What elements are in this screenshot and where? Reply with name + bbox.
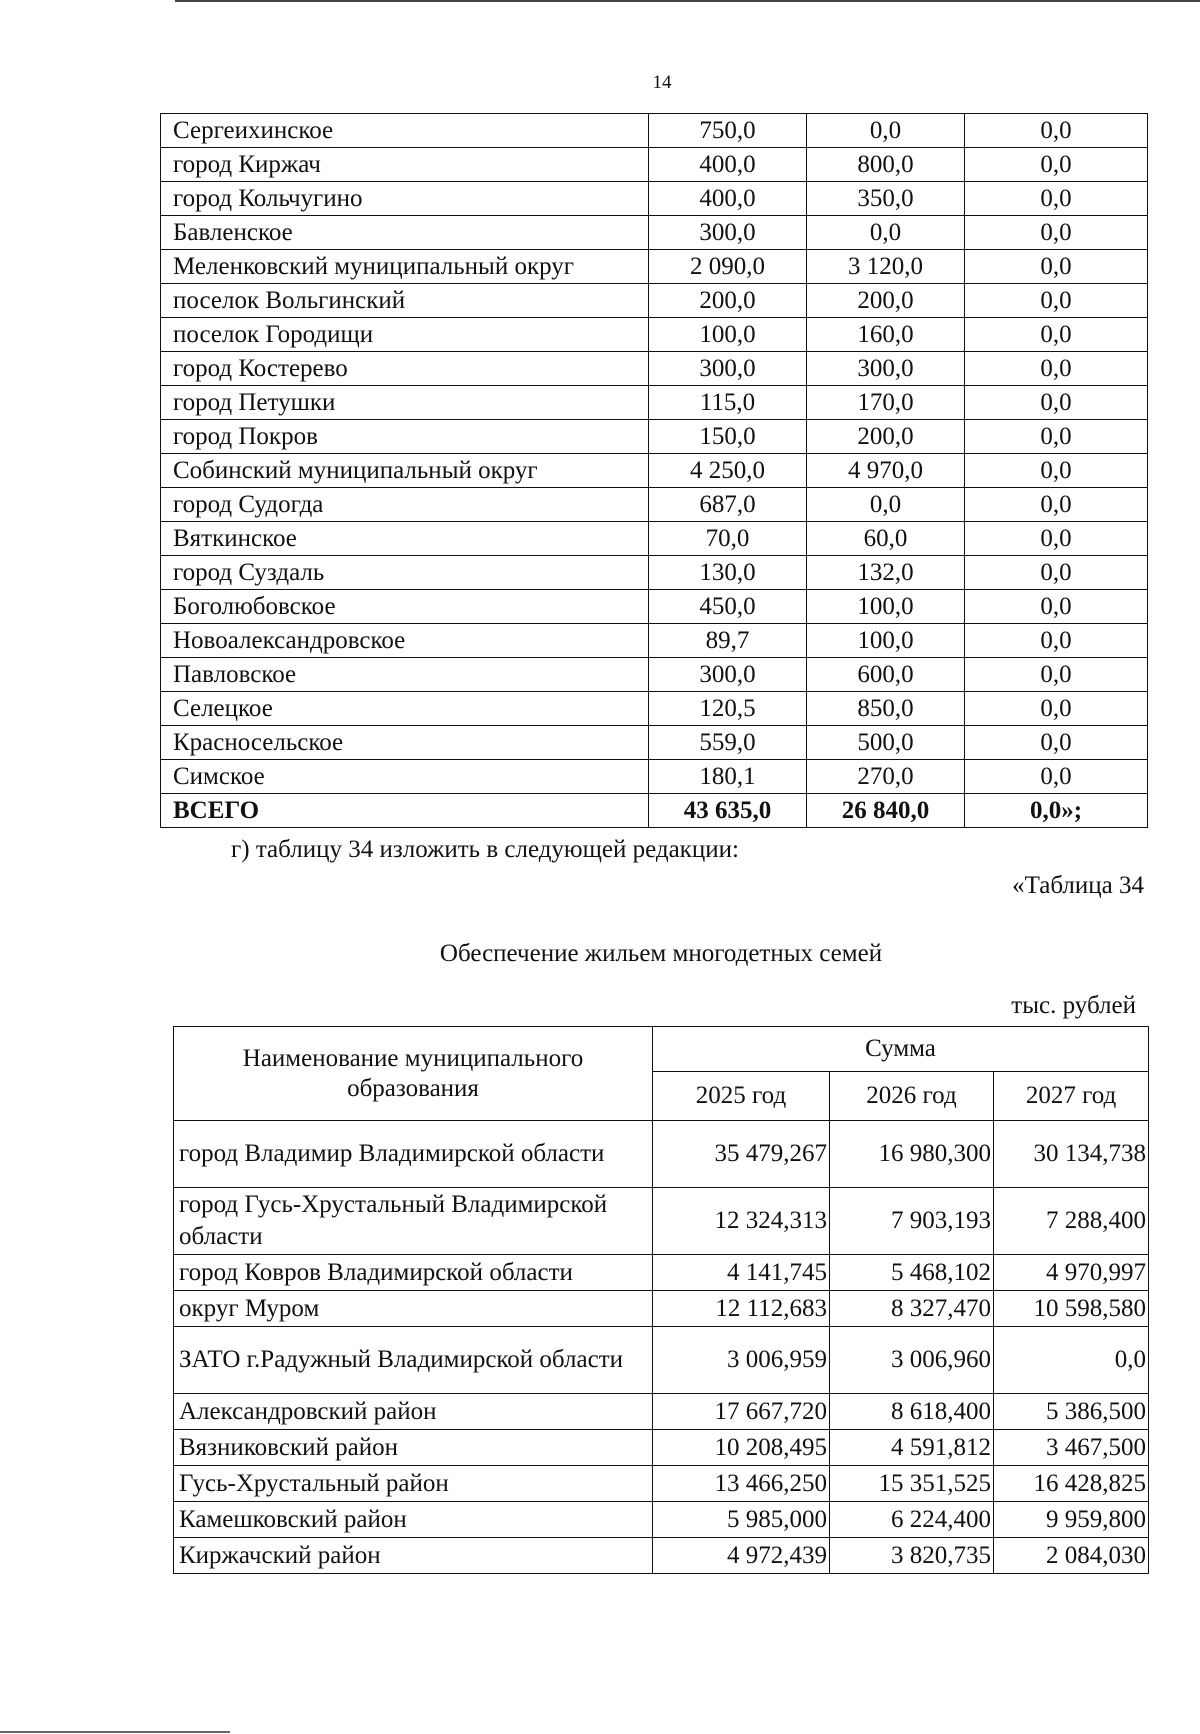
table-row	[174, 1466, 1149, 1502]
value-cell-1: 120,5	[649, 692, 807, 726]
value-cell-2: 200,0	[807, 420, 965, 454]
municipality-cell: ЗАТО г.Радужный Владимирской области	[174, 1327, 653, 1394]
table-row	[174, 1430, 1149, 1466]
table-row	[174, 1538, 1149, 1574]
value-cell-3: 0,0	[965, 760, 1148, 794]
scan-edge-bottom	[0, 1731, 230, 1733]
value-cell-1: 180,1	[649, 760, 807, 794]
table-row	[161, 760, 1148, 794]
value-cell-3: 0,0	[965, 556, 1148, 590]
municipality-cell: округ Муром	[174, 1291, 653, 1327]
value-cell-2: 300,0	[807, 352, 965, 386]
value-cell-1: 2 090,0	[649, 250, 807, 284]
value-cell-3: 0,0	[965, 420, 1148, 454]
value-cell-2: 0,0	[807, 216, 965, 250]
value-2026: 3 820,735	[830, 1538, 994, 1574]
municipality-cell: Камешковский район	[174, 1502, 653, 1538]
value-cell-1: 115,0	[649, 386, 807, 420]
value-2027: 2 084,030	[994, 1538, 1149, 1574]
table-row	[174, 1502, 1149, 1538]
value-2026: 4 591,812	[830, 1430, 994, 1466]
table-row	[174, 1188, 1149, 1255]
table-row	[161, 420, 1148, 454]
municipality-cell: Вяткинское	[161, 522, 649, 556]
table-row	[161, 522, 1148, 556]
value-cell-3: 0,0	[965, 284, 1148, 318]
municipality-cell: Александровский район	[174, 1394, 653, 1430]
value-cell-2: 850,0	[807, 692, 965, 726]
value-2027: 7 288,400	[994, 1188, 1149, 1255]
table-row	[174, 1291, 1149, 1327]
value-cell-2: 170,0	[807, 386, 965, 420]
value-cell-3: 0,0	[965, 318, 1148, 352]
value-cell-1: 687,0	[649, 488, 807, 522]
value-cell-1: 750,0	[649, 114, 807, 148]
municipality-cell: город Костерево	[161, 352, 649, 386]
housing-large-families-table	[173, 1026, 1149, 1574]
value-2027: 5 386,500	[994, 1394, 1149, 1430]
value-cell-3: 0,0	[965, 692, 1148, 726]
municipality-cell: Гусь-Хрустальный район	[174, 1466, 653, 1502]
value-cell-3: 0,0	[965, 624, 1148, 658]
value-cell-1: 4 250,0	[649, 454, 807, 488]
value-cell-2: 0,0	[807, 114, 965, 148]
value-cell-3: 0,0	[965, 522, 1148, 556]
table-row	[161, 318, 1148, 352]
value-cell-2: 160,0	[807, 318, 965, 352]
municipality-cell: Меленковский муниципальный округ	[161, 250, 649, 284]
value-2027: 4 970,997	[994, 1255, 1149, 1291]
municipality-cell: Боголюбовское	[161, 590, 649, 624]
scan-edge-top	[175, 0, 1200, 2]
value-cell-2: 0,0	[807, 488, 965, 522]
table-row	[161, 488, 1148, 522]
municipality-cell: город Кольчугино	[161, 182, 649, 216]
value-cell-3: 0,0	[965, 590, 1148, 624]
table-row	[161, 250, 1148, 284]
value-cell-3: 0,0	[965, 182, 1148, 216]
value-cell-1: 89,7	[649, 624, 807, 658]
municipality-cell: Собинский муниципальный округ	[161, 454, 649, 488]
value-cell-1: 400,0	[649, 182, 807, 216]
value-cell-2: 3 120,0	[807, 250, 965, 284]
value-2025: 13 466,250	[653, 1466, 830, 1502]
amendment-paragraph: г) таблицу 34 изложить в следующей редакции:	[231, 836, 739, 863]
table-row	[161, 284, 1148, 318]
total-value-3: 0,0»;	[965, 794, 1148, 828]
value-2027: 10 598,580	[994, 1291, 1149, 1327]
value-2026: 8 327,470	[830, 1291, 994, 1327]
value-2027: 16 428,825	[994, 1466, 1149, 1502]
value-cell-2: 800,0	[807, 148, 965, 182]
table-row	[174, 1255, 1149, 1291]
value-2026: 3 006,960	[830, 1327, 994, 1394]
table-row	[161, 386, 1148, 420]
value-cell-1: 300,0	[649, 216, 807, 250]
value-cell-2: 60,0	[807, 522, 965, 556]
municipality-cell: поселок Вольгинский	[161, 284, 649, 318]
value-cell-3: 0,0	[965, 114, 1148, 148]
municipality-cell: город Суздаль	[161, 556, 649, 590]
value-2026: 7 903,193	[830, 1188, 994, 1255]
value-cell-1: 200,0	[649, 284, 807, 318]
value-2027: 0,0	[994, 1327, 1149, 1394]
value-2025: 35 479,267	[653, 1121, 830, 1188]
municipality-cell: Киржачский район	[174, 1538, 653, 1574]
table-row	[161, 148, 1148, 182]
municipality-cell: город Владимир Владимирской области	[174, 1121, 653, 1188]
table-row	[161, 658, 1148, 692]
value-cell-3: 0,0	[965, 352, 1148, 386]
value-cell-3: 0,0	[965, 250, 1148, 284]
table-row	[161, 726, 1148, 760]
municipality-cell: Бавленское	[161, 216, 649, 250]
value-cell-2: 132,0	[807, 556, 965, 590]
value-cell-1: 450,0	[649, 590, 807, 624]
municipality-cell: город Петушки	[161, 386, 649, 420]
total-label: ВСЕГО	[161, 794, 649, 828]
value-2025: 3 006,959	[653, 1327, 830, 1394]
table-row	[161, 216, 1148, 250]
municipality-cell: город Киржач	[161, 148, 649, 182]
value-cell-2: 100,0	[807, 590, 965, 624]
value-cell-2: 500,0	[807, 726, 965, 760]
value-cell-1: 130,0	[649, 556, 807, 590]
municipality-cell: город Гусь-Хрустальный Владимирской области	[174, 1188, 653, 1255]
table-row	[174, 1327, 1149, 1394]
value-2025: 12 112,683	[653, 1291, 830, 1327]
table-title: Обеспечение жильем многодетных семей	[439, 940, 883, 967]
table-row	[161, 114, 1148, 148]
table-row	[161, 352, 1148, 386]
value-cell-2: 4 970,0	[807, 454, 965, 488]
table-row	[174, 1121, 1149, 1188]
table-reference: «Таблица 34	[1012, 872, 1144, 899]
municipality-cell: Красносельское	[161, 726, 649, 760]
value-cell-2: 350,0	[807, 182, 965, 216]
value-2025: 10 208,495	[653, 1430, 830, 1466]
value-2025: 12 324,313	[653, 1188, 830, 1255]
unit-label: тыс. рублей	[1011, 992, 1136, 1019]
funding-table-continued	[160, 113, 1148, 828]
value-cell-2: 600,0	[807, 658, 965, 692]
page-number: 14	[652, 72, 672, 93]
value-cell-1: 300,0	[649, 658, 807, 692]
header-year-2026: 2026 год	[830, 1072, 994, 1121]
value-cell-3: 0,0	[965, 658, 1148, 692]
value-cell-2: 100,0	[807, 624, 965, 658]
value-cell-1: 559,0	[649, 726, 807, 760]
value-2026: 5 468,102	[830, 1255, 994, 1291]
value-cell-1: 70,0	[649, 522, 807, 556]
municipality-cell: город Ковров Владимирской области	[174, 1255, 653, 1291]
value-2025: 5 985,000	[653, 1502, 830, 1538]
value-cell-1: 400,0	[649, 148, 807, 182]
municipality-cell: Павловское	[161, 658, 649, 692]
value-2027: 3 467,500	[994, 1430, 1149, 1466]
value-cell-1: 100,0	[649, 318, 807, 352]
value-cell-2: 200,0	[807, 284, 965, 318]
value-cell-2: 270,0	[807, 760, 965, 794]
municipality-cell: город Покров	[161, 420, 649, 454]
value-cell-1: 150,0	[649, 420, 807, 454]
value-cell-3: 0,0	[965, 454, 1148, 488]
value-2025: 17 667,720	[653, 1394, 830, 1430]
value-cell-3: 0,0	[965, 386, 1148, 420]
municipality-cell: город Судогда	[161, 488, 649, 522]
value-2026: 15 351,525	[830, 1466, 994, 1502]
municipality-cell: Вязниковский район	[174, 1430, 653, 1466]
value-2026: 8 618,400	[830, 1394, 994, 1430]
value-cell-1: 300,0	[649, 352, 807, 386]
municipality-cell: поселок Городищи	[161, 318, 649, 352]
header-municipality: Наименование муниципального образования	[174, 1027, 653, 1121]
table-row	[161, 692, 1148, 726]
table-row	[161, 182, 1148, 216]
table-row	[161, 454, 1148, 488]
table-row	[161, 624, 1148, 658]
municipality-cell: Симское	[161, 760, 649, 794]
value-cell-3: 0,0	[965, 726, 1148, 760]
value-2025: 4 972,439	[653, 1538, 830, 1574]
value-cell-3: 0,0	[965, 216, 1148, 250]
header-year-2027: 2027 год	[994, 1072, 1149, 1121]
municipality-cell: Новоалександровское	[161, 624, 649, 658]
header-year-2025: 2025 год	[653, 1072, 830, 1121]
value-2027: 30 134,738	[994, 1121, 1149, 1188]
table-row	[174, 1394, 1149, 1430]
value-2026: 16 980,300	[830, 1121, 994, 1188]
header-sum: Сумма	[653, 1027, 1149, 1072]
table-row	[161, 590, 1148, 624]
value-cell-3: 0,0	[965, 148, 1148, 182]
total-value-2: 26 840,0	[807, 794, 965, 828]
value-2026: 6 224,400	[830, 1502, 994, 1538]
value-2027: 9 959,800	[994, 1502, 1149, 1538]
value-2025: 4 141,745	[653, 1255, 830, 1291]
value-cell-3: 0,0	[965, 488, 1148, 522]
municipality-cell: Селецкое	[161, 692, 649, 726]
municipality-cell: Сергеихинское	[161, 114, 649, 148]
total-value-1: 43 635,0	[649, 794, 807, 828]
table-row	[161, 556, 1148, 590]
total-row	[161, 794, 1148, 828]
